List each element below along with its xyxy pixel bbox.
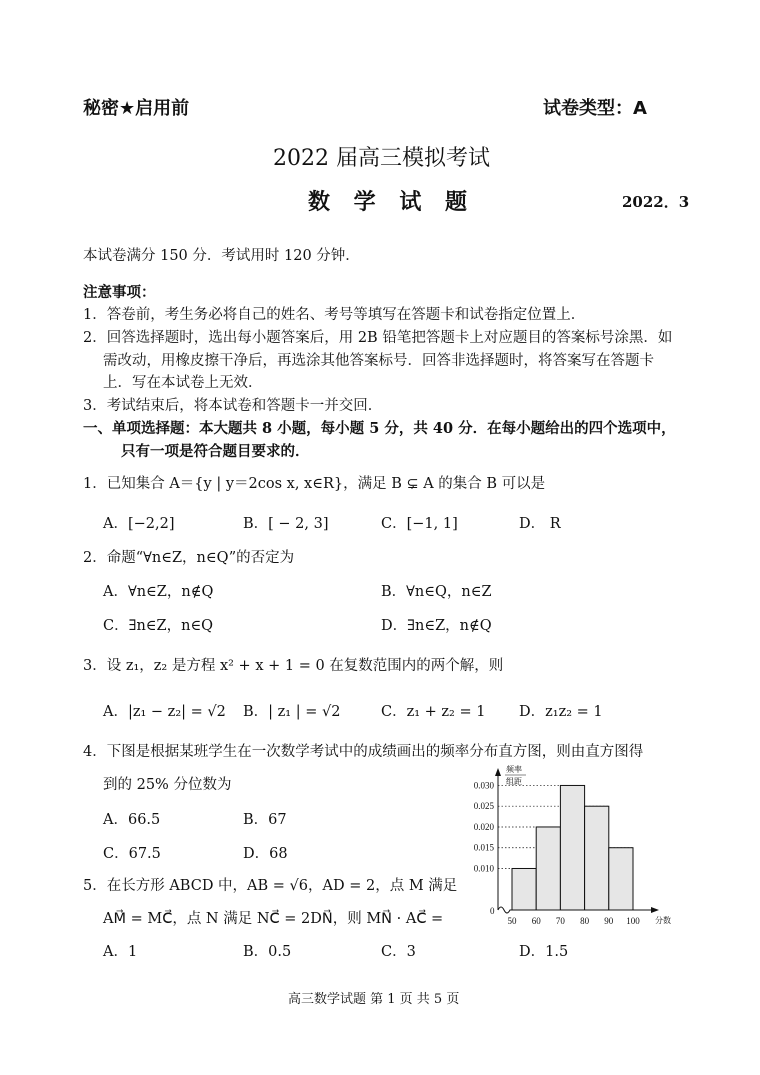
y-tick-0.030: 0.030 — [473, 780, 494, 791]
exam-title: 2022 届高三模拟考试 — [273, 146, 490, 171]
question-3-stem: 3．设 z₁，z₂ 是方程 x² + x + 1 = 0 在复数范围内的两个解，则 — [83, 658, 504, 674]
confidential-label: 秘密★启用前 — [83, 98, 190, 119]
section-1-heading-2: 只有一项是符合题目要求的． — [121, 443, 310, 460]
q3-option-d: D．z₁z₂ = 1 — [519, 704, 603, 720]
question-1-stem: 1．已知集合 A＝{y | y＝2cos x, x∈R}，满足 B ⊊ A 的集合 B 可以是 — [83, 476, 546, 492]
y-tick-0.025: 0.025 — [473, 801, 494, 812]
q5-option-c: C．3 — [381, 944, 416, 960]
q5-option-a: A．1 — [103, 944, 138, 960]
note-2-line-2: 需改动，用橡皮擦干净后，再选涂其他答案标号．回答非选择题时，将答案写在答题卡 — [103, 353, 654, 369]
notes-heading: 注意事项： — [83, 284, 156, 301]
intro-text: 本试卷满分 150 分．考试用时 120 分钟． — [83, 248, 360, 264]
frequency-histogram — [460, 760, 685, 930]
bar-90-100 — [609, 848, 633, 910]
q4-option-c: C．67.5 — [103, 846, 161, 862]
question-4-stem-1: 4．下图是根据某班学生在一次数学考试中的成绩画出的频率分布直方图，则由直方图得 — [83, 744, 644, 760]
bar-60-70 — [536, 827, 560, 910]
x-axis-label: 分数 — [655, 916, 671, 925]
q4-option-a: A．66.5 — [103, 812, 161, 828]
x-tick-80: 80 — [580, 916, 590, 926]
q2-option-b: B．∀n∈Q，n∈Z — [381, 584, 492, 600]
y-tick-0.020: 0.020 — [473, 821, 494, 832]
note-1: 1．答卷前，考生务必将自己的姓名、考号等填写在答题卡和试卷指定位置上． — [83, 307, 586, 323]
q4-option-d: D．68 — [243, 846, 288, 862]
x-axis-arrow — [651, 907, 659, 913]
q2-option-c: C．∃n∈Z，n∈Q — [103, 618, 214, 634]
q5-option-b: B．0.5 — [243, 944, 292, 960]
question-4-stem-2: 到的 25% 分位数为 — [103, 777, 232, 793]
bar-80-90 — [585, 806, 609, 910]
note-2-line-3: 上．写在本试卷上无效． — [103, 375, 263, 391]
q5-option-d: D．1.5 — [519, 944, 569, 960]
q1-option-c: C．[−1, 1] — [381, 516, 458, 532]
origin-label: 0 — [490, 906, 495, 916]
bar-70-80 — [560, 785, 584, 910]
question-2-stem: 2．命题“∀n∈Z，n∈Q”的否定为 — [83, 550, 295, 566]
bar-50-60 — [512, 868, 536, 910]
note-2-line-1: 2．回答选择题时，选出每小题答案后，用 2B 铅笔把答题卡上对应题目的答案标号涂黑．如 — [83, 330, 673, 346]
section-1-heading: 一、单项选择题：本大题共 8 小题，每小题 5 分，共 40 分．在每小题给出的四个选项中， — [83, 420, 676, 437]
q3-option-a: A．|z₁ − z₂| = √2 — [103, 704, 226, 720]
q3-option-b: B．| z₁ | = √2 — [243, 704, 341, 720]
x-tick-70: 70 — [555, 916, 565, 926]
q2-option-a: A．∀n∈Z，n∉Q — [103, 584, 214, 600]
x-tick-90: 90 — [604, 916, 614, 926]
x-tick-50: 50 — [507, 916, 517, 926]
q1-option-d: D． R — [519, 516, 561, 532]
question-5-stem-1: 5．在长方形 ABCD 中，AB = √6，AD = 2，点 M 满足 — [83, 878, 458, 894]
q4-option-b: B．67 — [243, 812, 287, 828]
x-tick-100: 100 — [626, 916, 640, 926]
subject-title: 数 学 试 题 — [308, 189, 475, 215]
q3-option-c: C．z₁ + z₂ = 1 — [381, 704, 486, 720]
question-5-stem-2: AM⃗ = MC⃗，点 N 满足 NC⃗ = 2DN⃗，则 MN⃗ · AC⃗ = — [103, 911, 444, 927]
axis-break — [498, 907, 512, 913]
page-footer: 高三数学试题 第 1 页 共 5 页 — [288, 992, 460, 1007]
q1-option-a: A．[−2,2] — [103, 516, 175, 532]
note-3: 3．考试结束后，将本试卷和答题卡一并交回． — [83, 398, 383, 414]
y-tick-0.010: 0.010 — [473, 863, 494, 874]
q1-option-b: B．[ − 2, 3] — [243, 516, 329, 532]
y-axis-label-bottom: 组距 — [506, 777, 522, 786]
paper-type-label: 试卷类型：A — [543, 98, 647, 119]
y-axis-label-top: 频率 — [506, 765, 522, 774]
exam-date: 2022．3 — [622, 193, 690, 211]
x-tick-60: 60 — [531, 916, 541, 926]
y-tick-0.015: 0.015 — [473, 842, 494, 853]
y-axis-arrow — [495, 768, 501, 776]
q2-option-d: D．∃n∈Z，n∉Q — [381, 618, 492, 634]
